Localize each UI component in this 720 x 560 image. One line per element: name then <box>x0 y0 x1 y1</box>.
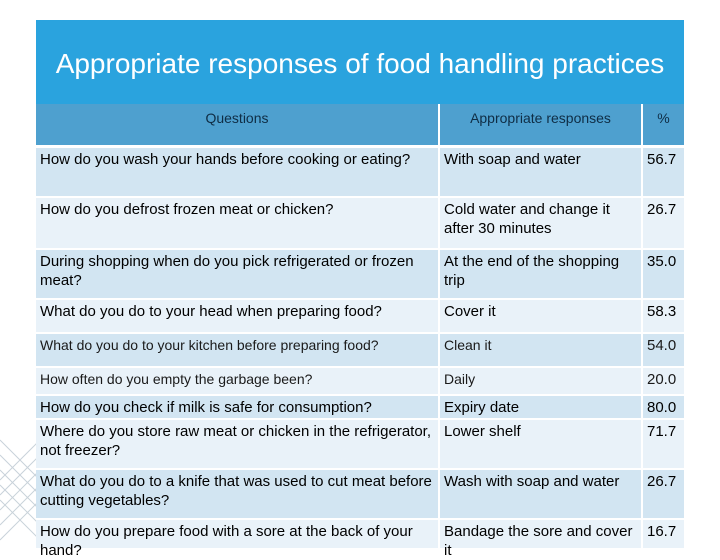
percent-cell: 58.3 <box>642 299 684 333</box>
responses-table <box>36 104 684 559</box>
percent-cell: 26.7 <box>642 197 684 249</box>
percent-cell: 20.0 <box>642 367 684 395</box>
table-row <box>36 147 684 197</box>
percent-cell: 26.7 <box>642 469 684 519</box>
header-questions: Questions <box>36 104 439 147</box>
response-cell: Cover it <box>439 299 642 333</box>
table-row <box>36 299 684 333</box>
table-row <box>36 469 684 519</box>
slide-title: Appropriate responses of food handling practices <box>55 48 665 79</box>
question-cell: What do you do to a knife that was used to cut meat before cutting vegetables? <box>36 469 439 519</box>
response-text: Bandage the sore and cover it <box>444 522 633 559</box>
table-row <box>36 249 684 299</box>
question-cell <box>36 519 439 559</box>
table-row <box>36 395 684 419</box>
question-cell: During shopping when do you pick refrigerated or frozen meat? <box>36 249 439 299</box>
question-cell: How often do you empty the garbage been? <box>36 367 439 395</box>
response-cell: With soap and water <box>439 147 642 197</box>
percent-cell: 54.0 <box>642 333 684 367</box>
response-cell: Daily <box>439 367 642 395</box>
title-banner <box>36 20 684 104</box>
question-text: What do you do to your head when preparing food? <box>40 302 382 320</box>
percent-cell: 71.7 <box>642 419 684 469</box>
response-cell: Wash with soap and water <box>439 469 642 519</box>
response-cell: Clean it <box>439 333 642 367</box>
question-cell: How do you defrost frozen meat or chicken? <box>36 197 439 249</box>
table-row <box>36 333 684 367</box>
response-cell: Lower shelf <box>439 419 642 469</box>
question-cell: Where do you store raw meat or chicken in the refrigerator, not freezer? <box>36 419 439 469</box>
question-cell: How do you wash your hands before cooking or eating? <box>36 147 439 197</box>
percent-cell: 56.7 <box>642 147 684 197</box>
question-cell: What do you do to your kitchen before preparing food? <box>36 333 439 367</box>
header-percent: % <box>642 104 684 147</box>
percent-cell: 80.0 <box>642 395 684 419</box>
percent-cell: 35.0 <box>642 249 684 299</box>
table-row <box>36 197 684 249</box>
table-row <box>36 419 684 469</box>
response-cell <box>439 519 642 559</box>
question-text: How do you prepare food with a sore at the back of your hand? <box>40 522 413 559</box>
question-cell <box>36 299 439 333</box>
table-row <box>36 519 684 549</box>
response-cell: Expiry date <box>439 395 642 419</box>
table-row <box>36 367 684 395</box>
table-header-row <box>36 104 684 147</box>
response-cell: Cold water and change it after 30 minutes <box>439 197 642 249</box>
response-cell: At the end of the shopping trip <box>439 249 642 299</box>
header-responses: Appropriate responses <box>439 104 642 147</box>
percent-cell: 16.7 <box>642 519 684 549</box>
question-cell: How do you check if milk is safe for consumption? <box>36 395 439 419</box>
